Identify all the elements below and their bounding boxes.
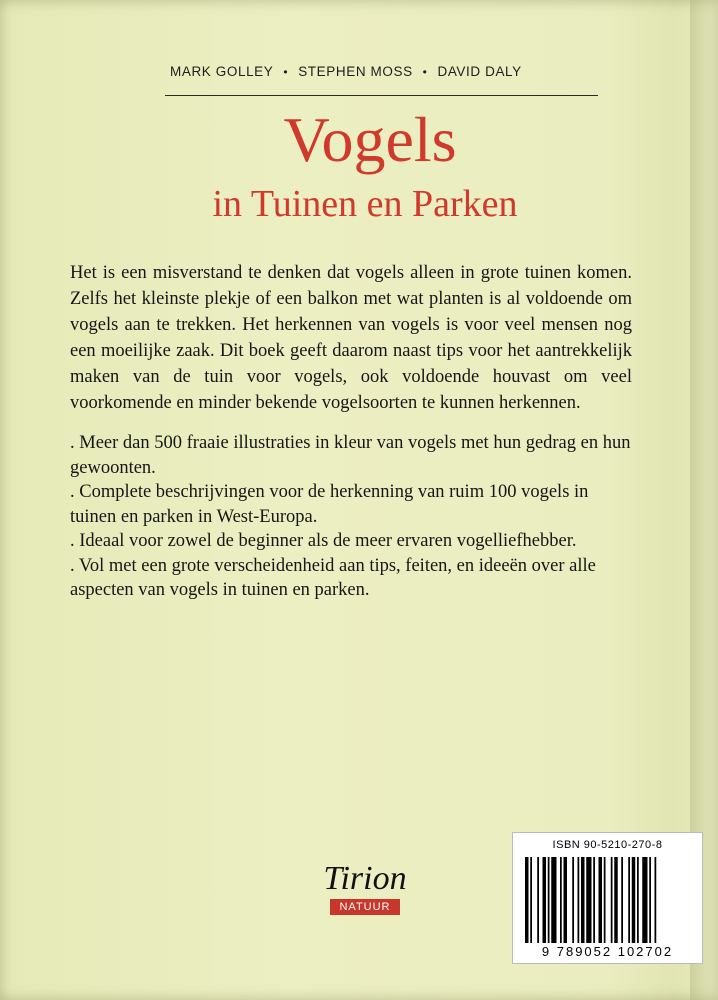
- publisher-logo: [305, 862, 425, 915]
- barcode-icon: [525, 857, 691, 943]
- isbn-text: ISBN 90-5210-270-8: [552, 839, 663, 851]
- feature-list: [70, 431, 632, 603]
- author-line: [170, 64, 598, 79]
- author-name: DAVID DALY: [437, 64, 522, 79]
- publisher-imprint: NATUUR: [330, 899, 399, 915]
- feature-item: . Meer dan 500 fraaie illustraties in kleur van vogels met hun gedrag en hun gewoonten.: [70, 433, 631, 478]
- feature-item: . Ideaal voor zowel de beginner als de meer ervaren vogelliefhebber.: [70, 531, 577, 551]
- divider-rule: [165, 95, 598, 96]
- book-subtitle: in Tuinen en Parken: [212, 183, 518, 225]
- book-title: Vogels: [283, 104, 457, 175]
- publisher-name: Tirion: [323, 860, 407, 897]
- feature-item: . Vol met een grote verscheidenheid aan tips, feiten, en ideeën over alle aspecten van vogels in tuinen en parken.: [70, 555, 596, 600]
- author-separator: •: [283, 64, 289, 79]
- intro-paragraph: Het is een misverstand te denken dat vogels alleen in grote tuinen komen. Zelfs het kleinste plekje of een balkon met wat planten is al voldoende om vogels aan te trekken. Het herkennen van vogels is voor veel mensen nog een moeilijke zaak. Dit boek geeft daarom naast tips voor het aantrekkelijk maken van de tuin voor vogels, ook voldoende houvast om veel voorkomende en minder bekende vogelsoorten te kunnen herkennen.: [70, 263, 632, 413]
- author-name: STEPHEN MOSS: [298, 64, 413, 79]
- feature-item: . Complete beschrijvingen voor de herkenning van ruim 100 vogels in tuinen en parken in West-Europa.: [70, 482, 589, 527]
- author-name: MARK GOLLEY: [170, 64, 274, 79]
- ean-number: 9 789052 102702: [541, 944, 674, 959]
- author-separator: •: [422, 64, 428, 79]
- barcode-label: [512, 832, 703, 964]
